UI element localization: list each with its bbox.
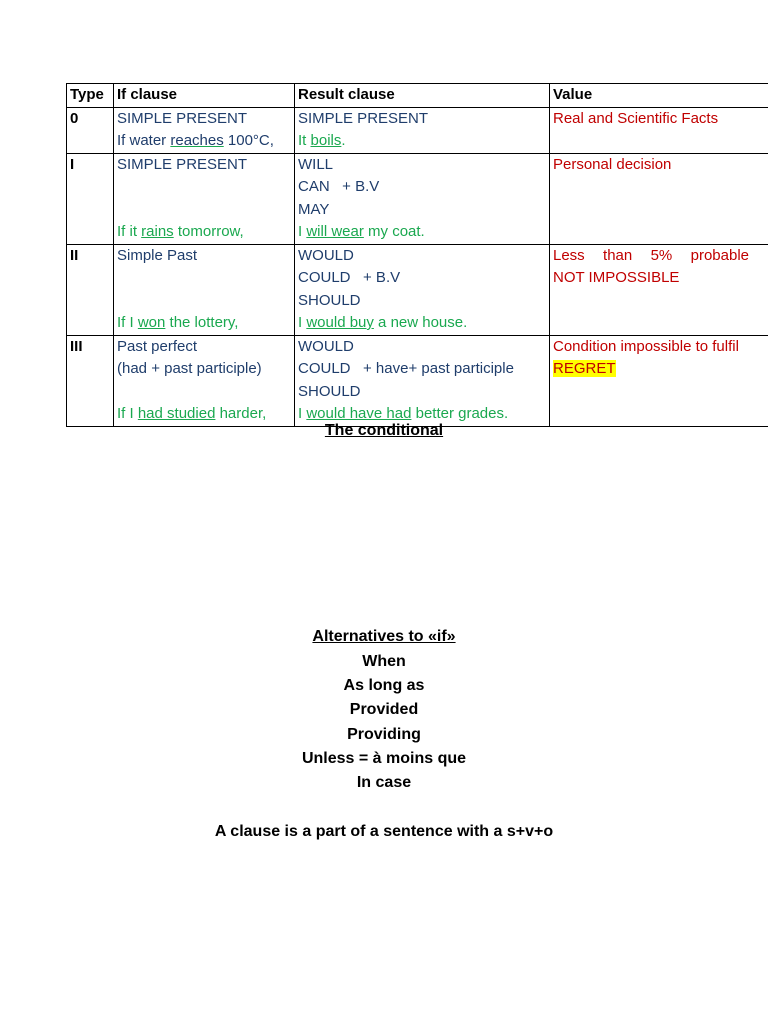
result-form-should: SHOULD [298, 291, 361, 309]
conditional-table [66, 83, 768, 427]
result-form-can: CAN + B.V [298, 178, 380, 195]
result-example: I would have had better grades. [298, 405, 509, 422]
result-form-may: MAY [298, 200, 330, 218]
value-highlight-line [553, 358, 768, 381]
if-example: If it rains tomorrow, [117, 223, 244, 240]
table-row-type-2 [67, 244, 768, 335]
list-item: Provided [349, 701, 419, 719]
if-form: SIMPLE PRESENT [117, 155, 248, 173]
list-item: Unless = à moins que [301, 749, 467, 767]
clause-definition: A clause is a part of a sentence with a s+v+o [214, 823, 554, 840]
result-form-should: SHOULD [298, 382, 361, 400]
value-text: Less than 5% probable [553, 246, 749, 264]
table-row-type-0 [67, 107, 768, 153]
type-cell: I [67, 153, 114, 244]
table-header-row [67, 84, 768, 108]
result-clause-cell [295, 335, 550, 426]
table-row-type-3 [67, 335, 768, 426]
if-example: If I had studied harder, [117, 405, 267, 422]
result-example: I would buy a new house. [298, 314, 468, 331]
type-cell: II [67, 244, 114, 335]
if-example: If water reaches 100°C, [117, 132, 274, 149]
value-text: Condition impossible to fulfil [553, 337, 739, 355]
header-type: Type [67, 84, 114, 108]
value-text: Personal decision [553, 155, 672, 173]
page-title: The conditional [324, 422, 444, 439]
value-cell [550, 153, 768, 244]
if-clause-cell [114, 107, 295, 153]
list-item: When [362, 653, 406, 670]
if-form: Past perfect [117, 337, 198, 355]
type-cell: 0 [67, 107, 114, 153]
result-form-will: WILL [298, 155, 334, 173]
result-clause-cell [295, 153, 550, 244]
value-text-2: NOT IMPOSSIBLE [553, 269, 680, 286]
if-clause-cell [114, 244, 295, 335]
result-form-could: COULD + have+ past participle [298, 360, 514, 377]
list-item: In case [356, 774, 412, 792]
value-text: Real and Scientific Facts [553, 109, 719, 127]
type-cell: III [67, 335, 114, 426]
header-result-clause: Result clause [295, 84, 550, 108]
result-form-would: WOULD [298, 246, 354, 264]
result-form-would: WOULD [298, 337, 354, 355]
if-form: Simple Past [117, 246, 198, 264]
if-clause-cell [114, 153, 295, 244]
if-form: SIMPLE PRESENT [117, 109, 248, 127]
if-clause-cell [114, 335, 295, 426]
regret-highlight: REGRET [553, 360, 616, 377]
result-example: It boils. [298, 132, 346, 149]
table-row-type-1 [67, 153, 768, 244]
result-clause-cell [295, 244, 550, 335]
result-example: I will wear my coat. [298, 223, 425, 240]
if-example: If I won the lottery, [117, 314, 239, 331]
result-form: SIMPLE PRESENT [298, 109, 429, 127]
value-cell [550, 244, 768, 335]
header-value: Value [550, 84, 768, 108]
value-cell [550, 107, 768, 153]
list-item: Providing [347, 725, 421, 743]
alternatives-list [0, 650, 768, 795]
alternatives-heading: Alternatives to «if» [312, 628, 456, 645]
if-form-note: (had + past participle) [117, 360, 262, 377]
list-item: As long as [343, 677, 425, 695]
result-clause-cell [295, 107, 550, 153]
result-form-could: COULD + B.V [298, 269, 401, 286]
value-cell [550, 335, 768, 426]
header-if-clause: If clause [114, 84, 295, 108]
